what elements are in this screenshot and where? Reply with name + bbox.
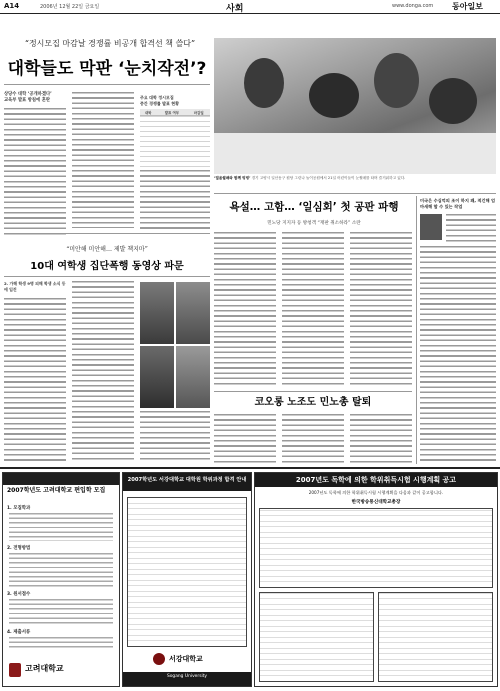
story1-subhead-1: 상당수 대학 ‘공개하겠다’ [4, 92, 52, 97]
table-title-1: 주요 대학 정시모집 [140, 95, 174, 100]
story3-subhead: 2. 가해 학생 9명 피해 학생 소식 등에 입건 [4, 281, 66, 292]
table-header-cell: 발표 여부 [156, 109, 187, 116]
sogang-university-ad [122, 472, 252, 687]
story3-kicker: “미안해 미안해… 제발 책지마” [66, 246, 148, 253]
columnist-photo [420, 214, 442, 240]
ranks-table [140, 109, 210, 116]
body-text [282, 232, 344, 387]
body-text [350, 232, 412, 387]
divider [416, 196, 417, 464]
ad-table [127, 497, 247, 647]
page-header [0, 0, 500, 14]
body-text [72, 281, 134, 463]
body-text [420, 246, 496, 462]
ad-text [9, 637, 113, 651]
column-title: 미국은 수십억의 조이 하지 왜, 적긴해 엄마새해 할 수 있는 작업 [420, 198, 496, 209]
ad-right-table-title: 한국방송통신대학교총장 [351, 500, 401, 505]
body-text [72, 92, 134, 228]
story2-subhead: 민노당 지지자 등 방청객 “재판 취소하라” 소란 [267, 221, 361, 226]
photo-snow [214, 133, 496, 174]
body-text [140, 411, 210, 463]
story3-headline: 10대 여학생 집단폭행 동영상 파문 [30, 261, 184, 272]
ad-divider [0, 467, 500, 469]
body-text [214, 414, 276, 464]
table-rows [140, 116, 210, 174]
video-still-photo [176, 282, 210, 344]
section-title: 사회 [226, 4, 244, 14]
ad-text [9, 599, 113, 625]
story1-column-1 [4, 92, 66, 238]
story4-headline: 코오롱 노조도 민노총 탈퇴 [254, 397, 372, 408]
ad-center-footer: Sogang University [166, 674, 208, 679]
ad-left-title: 2007학년도 고려대학교 편입학 모집 [7, 487, 106, 494]
body-text [282, 414, 344, 464]
divider [214, 193, 496, 194]
newspaper-logo: 동아일보 [452, 1, 483, 11]
table-title-2: 중간 경쟁률 발표 현황 [140, 101, 179, 106]
body-text [350, 414, 412, 464]
story1-kicker: “정시모집 마감날 경쟁률 비공개 합격선 책 쓸다” [24, 39, 196, 48]
ad-left-item: 2. 전형방법 [7, 546, 31, 551]
degree-exam-notice [254, 472, 498, 687]
ad-text [9, 513, 113, 541]
website: www.donga.com [392, 3, 434, 9]
table-header-cell: 대학 [140, 109, 156, 116]
page-number: A14 [4, 2, 20, 10]
body-text [4, 298, 66, 463]
body-text [446, 214, 496, 244]
ad-text [9, 553, 113, 587]
ad-table [378, 592, 493, 682]
video-still-photo [140, 282, 174, 344]
divider [4, 233, 210, 234]
story1-ranks-table [140, 95, 210, 174]
divider [214, 391, 412, 392]
ad-right-title: 2007년도 독학에 의한 학위취득시험 시행계획 공고 [295, 476, 457, 484]
body-text [4, 108, 66, 238]
ad-left-item: 4. 제출서류 [7, 630, 31, 635]
ad-left-item: 1. 모집학과 [7, 506, 31, 511]
sled-children-photo [214, 38, 496, 174]
photo-figure [309, 73, 359, 118]
photo1-caption-box [214, 176, 496, 192]
photo1-caption: 경기 고양시 일산동구 원당 그린나 놀이공원에서 21일 어린이들이 눈썰매를 타며 즐거워하고 있다. [251, 176, 406, 180]
ad-left-university: 고려대학교 [25, 663, 64, 673]
divider [4, 276, 210, 277]
body-text [214, 232, 276, 387]
photo1-caption-title: ‘얼음썰매와 함께 빙빙’ [214, 176, 251, 180]
video-still-photo [176, 346, 210, 408]
ad-table [259, 508, 493, 588]
korea-university-crest-icon [9, 663, 21, 677]
photo-figure [429, 78, 477, 124]
body-text [140, 170, 210, 230]
ad-banner [3, 473, 119, 485]
sogang-crest-icon [153, 653, 165, 665]
ad-center-title: 2007학년도 서강대학교 대학원 학위과정 합격 안내 [127, 477, 247, 483]
ad-right-subtitle: 2007년도 독학에 의한 학위취득시험 시행계획을 다음과 같이 공고합니다. [308, 490, 444, 495]
ad-center-university: 서강대학교 [169, 654, 203, 663]
ad-left-item: 3. 원서접수 [7, 592, 31, 597]
photo-figure [244, 58, 284, 108]
ad-table [259, 592, 374, 682]
photo-figure [374, 53, 419, 108]
story1-headline: 대학들도 막판 ‘눈치작전’? [7, 59, 207, 79]
issue-date: 2006년 12월 22일 금요일 [40, 4, 100, 10]
story2-headline: 욕설… 고함… ‘일심회’ 첫 공판 파행 [229, 201, 399, 213]
story1-subhead-2: 교육부 발표 방침에 혼란 [4, 98, 50, 103]
video-still-photo [140, 346, 174, 408]
divider [4, 84, 210, 85]
korea-university-ad [2, 472, 120, 687]
table-header-cell: 마감일 [187, 109, 210, 116]
